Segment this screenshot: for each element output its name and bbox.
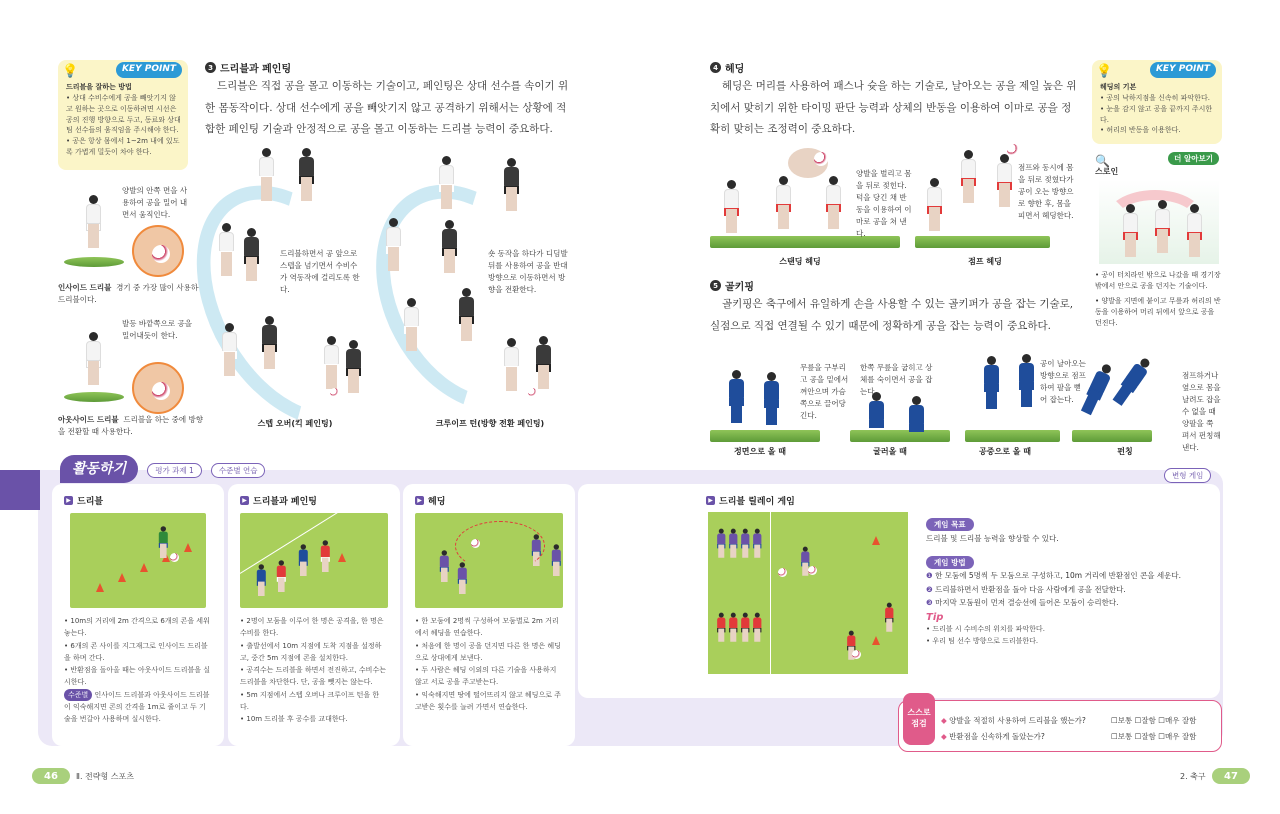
section-4-paragraph: 헤딩은 머리를 사용하여 패스나 슛을 하는 기술로, 날아오는 공을 제일 높은 위치에서 맞히기 위한 타이밍 판단 능력과 상체의 반동을 이용하여 이마로 공을 정확히 맞히는 조정력이 중요하다. [710,80,1077,136]
tip-item: • 드리블 시 수비수의 위치를 파악한다. [926,624,1045,633]
section-3-title: 3 드리블과 페인팅 [205,60,291,75]
goalkeeping-note-4: 점프하거나 옆으로 몸을 날려도 잡을 수 없을 때 양팔을 쭉 펴서 펀칭해 낸다. [1182,371,1221,452]
player-figure [82,195,104,251]
goal-tag: 게임 목표 [926,518,974,531]
goalkeeping-caption-4: 펀칭 [1117,447,1133,456]
painting-caption-1: 스텝 오버(킥 페인팅) [257,419,333,428]
section-5-paragraph: 골키핑은 축구에서 유일하게 손을 사용할 수 있는 골키퍼가 공을 잡는 기술로, 실점으로 직접 연결될 수 있기 때문에 정확하게 공을 잡는 능력이 중요하다. [710,298,1074,332]
throw-in-figure [1099,180,1219,264]
heading-field [415,513,563,608]
method-tag: 게임 방법 [926,556,974,569]
list-item: • 5m 지점에서 스텝 오버나 크루이프 턴을 한다. [240,689,388,714]
footer-left-text: Ⅱ. 전략형 스포츠 [76,772,134,781]
lightbulb-icon: 💡 [62,64,79,79]
list-item: • 10m 드리블 후 공수를 교대한다. [240,713,388,725]
tip-list [926,623,1216,648]
outside-dribble-figure [60,318,210,418]
painting-field [240,513,388,608]
key-point-title: 헤딩의 기본 [1100,83,1137,91]
activity-col-dribble [52,484,224,746]
arrow-icon: ▶ [240,496,249,505]
method-item: ❸ 마지막 모둠원이 먼저 결승선에 들어온 모둠이 승리한다. [926,598,1119,607]
key-point-box-right [1092,60,1222,144]
list-item: • 처음에 한 명이 공을 던지면 다른 한 명은 헤딩으로 상대에게 보낸다. [415,640,563,665]
footer-right-text: 2. 축구 [1180,772,1206,781]
dribble-field [70,513,206,608]
arrow-icon: ▶ [64,496,73,505]
section-4-title: 4 헤딩 [710,60,744,75]
outside-dribble-caption: 아웃사이드 드리블 드리블을 하는 중에 방향을 전환할 때 사용한다. [58,415,203,436]
col-title: 헤딩 [428,497,446,507]
player-figure [82,332,104,388]
zoom-circle [132,225,184,277]
list-item: • 익숙해지면 땅에 떨어뜨리지 않고 헤딩으로 주고받은 횟수를 늘려 가면서 연습한다. [415,689,563,714]
standing-heading-note: 양발을 벌리고 몸을 뒤로 젖힌다. 턱을 당긴 채 반동을 이용하여 이마로 공을 쳐 낸다. [856,169,912,238]
key-point-item: • 상대 수비수에게 공을 빼앗기지 않고 원하는 곳으로 이동하려면 시선은 공의 진행 방향으로 두고, 동료와 상대팀 선수들의 움직임을 주시해야 한다. [66,93,181,135]
arrow-icon: ▶ [706,496,715,505]
relay-field [708,512,908,674]
more-item: • 양발을 지면에 붙이고 무릎과 허리의 반동을 이용하여 머리 뒤에서 앞으로 공을 던진다. [1095,297,1221,328]
checkbox[interactable]: ☐ [1111,716,1118,725]
zoom-circle [132,362,184,414]
col-title: 드리블 릴레이 게임 [719,497,795,507]
self-check-box: 스스로 점검 ◆ 양발을 적절히 사용하여 드리블을 했는가? ◆ 반환점을 신속하게 돌았는가? ☐보통 ☐잘함 ☐매우 잘함 ☐보통 ☐잘함 ☐매우 잘함 [898,700,1222,752]
level-note: 수준별 인사이드 드리블과 아웃사이드 드리블이 익숙해지면 콘의 간격을 1m로 줄이고 두 기술을 번갈아 사용하며 실시한다. [64,690,210,723]
self-check-q2: ◆ 반환점을 신속하게 돌았는가? [941,732,1045,741]
more-title: 스로인 [1095,167,1119,176]
key-point-tag: KEY POINT [116,62,182,78]
eval-pill: 평가 과제 1 [147,463,202,478]
key-point-item: • 공은 항상 몸에서 1~2m 내에 있도록 가볍게 밀듯이 차야 한다. [66,137,180,157]
key-point-box-left [58,60,188,170]
painting-caption-2: 크루이프 턴(방향 전환 페인팅) [435,419,545,428]
section-3-paragraph: 드리블은 직접 공을 몰고 이동하는 기술이고, 페인팅은 상대 선수를 속이기 위한 몸동작이다. 상대 선수에게 공을 빼앗기지 않고 공격하기 위해서는 상황에 적합한 페인팅 기술과 안정적으로 공을 몰고 이동하는 드리블 능력이 중요하다. [205,80,569,136]
list-item: • 출발선에서 10m 지점에 도착 지점을 설정하고, 중간 5m 지점에 콘을 설치한다. [240,640,388,665]
inside-side-text: 양발의 안쪽 면을 사용하여 공을 밀어 내면서 움직인다. [122,186,188,219]
goalkeeping-caption-1: 정면으로 올 때 [734,447,786,456]
painting-note-2: 숏 동작을 하다가 디딤발 뒤를 사용하여 공을 반대 방향으로 이동하면서 방향을 전환한다. [488,249,568,294]
key-point-title: 드리블을 잘하는 방법 [66,83,132,91]
inside-dribble-caption: 인사이드 드리블 경기 중 가장 많이 사용하는 드리블이다. [58,283,206,304]
more-item: • 공이 터치라인 밖으로 나갔을 때 경기장 밖에서 안으로 공을 던지는 기술이다. [1095,271,1221,291]
checkbox[interactable]: ☐ [1134,732,1142,741]
method-list [926,569,1216,610]
section-5-title: 5 골키핑 [710,278,754,293]
method-item: ❶ 한 모둠에 5명씩 두 모둠으로 구성하고, 10m 거리에 반환점인 콘을 세운다. [926,571,1181,580]
activity-col-heading [403,484,575,746]
list-item: • 공격수는 드리블을 하면서 전진하고, 수비수는 드리블을 차단한다. 단, 공을 뺏지는 않는다. [240,664,388,689]
list-item: • 반환점을 돌아올 때는 아웃사이드 드리블을 실시한다. [64,664,212,689]
heading-caption-1: 스탠딩 헤딩 [779,257,821,266]
checkbox[interactable]: ☐ [1134,716,1142,725]
method-item: ❷ 드리블하면서 반환점을 돌아 다음 사람에게 공을 전달한다. [926,584,1126,594]
goalkeeping-note-2: 한쪽 무릎을 굽히고 상체를 숙이면서 공을 잡는다. [860,363,933,396]
activity-col-relay [578,484,1220,698]
self-check-q1: ◆ 양발을 적절히 사용하여 드리블을 했는가? [941,716,1086,725]
activity-col-painting [228,484,400,746]
checkbox[interactable]: ☐ [1158,732,1165,741]
variation-game-pill: 변형 게임 [1164,468,1211,483]
painting-note-1: 드리블하면서 공 앞으로 스텝을 넘기면서 수비수가 역동작에 걸리도록 한다. [280,249,360,294]
goal-text: 드리블 및 드리블 능력을 향상할 수 있다. [926,534,1059,543]
list-item: • 한 모둠에 2명씩 구성하여 모둠별로 2m 거리에서 헤딩을 연습한다. [415,615,563,640]
goalkeeping-note-3: 공이 날아오는 방향으로 점프하여 팔을 뻗어 잡는다. [1040,359,1086,404]
list-item: • 6개의 콘 사이를 지그재그로 인사이드 드리블을 하며 간다. [64,640,212,665]
col-title: 드리블 [77,497,104,507]
page-number-left: 46 [32,768,70,784]
key-point-item: • 눈을 감지 않고 공을 끝까지 주시한다. [1100,104,1213,124]
activity-side-tab [0,470,40,510]
lightbulb-icon: 💡 [1096,64,1113,79]
magnifier-icon: 🔍 [1095,154,1110,168]
level-pill: 수준별 연습 [211,463,266,478]
key-point-item: • 공의 낙하지점을 신속히 파악한다. [1100,93,1210,102]
arrow-icon: ▶ [415,496,424,505]
self-check-tag: 스스로 점검 [903,693,935,745]
more-info-box [1095,150,1225,340]
goalkeeping-note-1: 무릎을 구부리고 공을 밑에서 껴안으며 가슴 쪽으로 끌어당긴다. [800,363,849,420]
col-title: 드리블과 페인팅 [253,497,317,507]
tip-tag: Tip [926,611,944,623]
list-item: • 2명이 모둠을 이루어 한 명은 공격을, 한 명은 수비를 한다. [240,615,388,640]
goalkeeping-caption-3: 공중으로 올 때 [979,447,1031,456]
outside-side-text: 발등 바깥쪽으로 공을 밀어내듯이 한다. [122,319,192,340]
tip-item: • 우리 팀 선수 방향으로 드리블한다. [926,637,1039,646]
page-number-right: 47 [1212,768,1250,784]
checkbox[interactable]: ☐ [1111,732,1118,741]
list-item: • 두 사람은 헤딩 이외의 다른 기술을 사용하지 않고 서로 공을 주고받는다. [415,664,563,689]
jump-heading-note: 점프와 동시에 몸을 뒤로 젖혔다가 공이 오는 방향으로 향한 후, 몸을 피면서 헤딩한다. [1018,163,1074,220]
activity-header [60,458,265,478]
heading-caption-2: 점프 헤딩 [968,257,1002,266]
checkbox[interactable]: ☐ [1158,716,1165,725]
activity-badge: 활동하기 [60,455,138,483]
list-item: • 10m의 거리에 2m 간격으로 6개의 콘을 세워 놓는다. [64,615,212,640]
key-point-item: • 허리의 반동을 이용한다. [1100,126,1181,135]
more-tag: 더 알아보기 [1168,152,1219,165]
key-point-tag: KEY POINT [1150,62,1216,78]
goalkeeping-caption-2: 굴러올 때 [873,447,907,456]
